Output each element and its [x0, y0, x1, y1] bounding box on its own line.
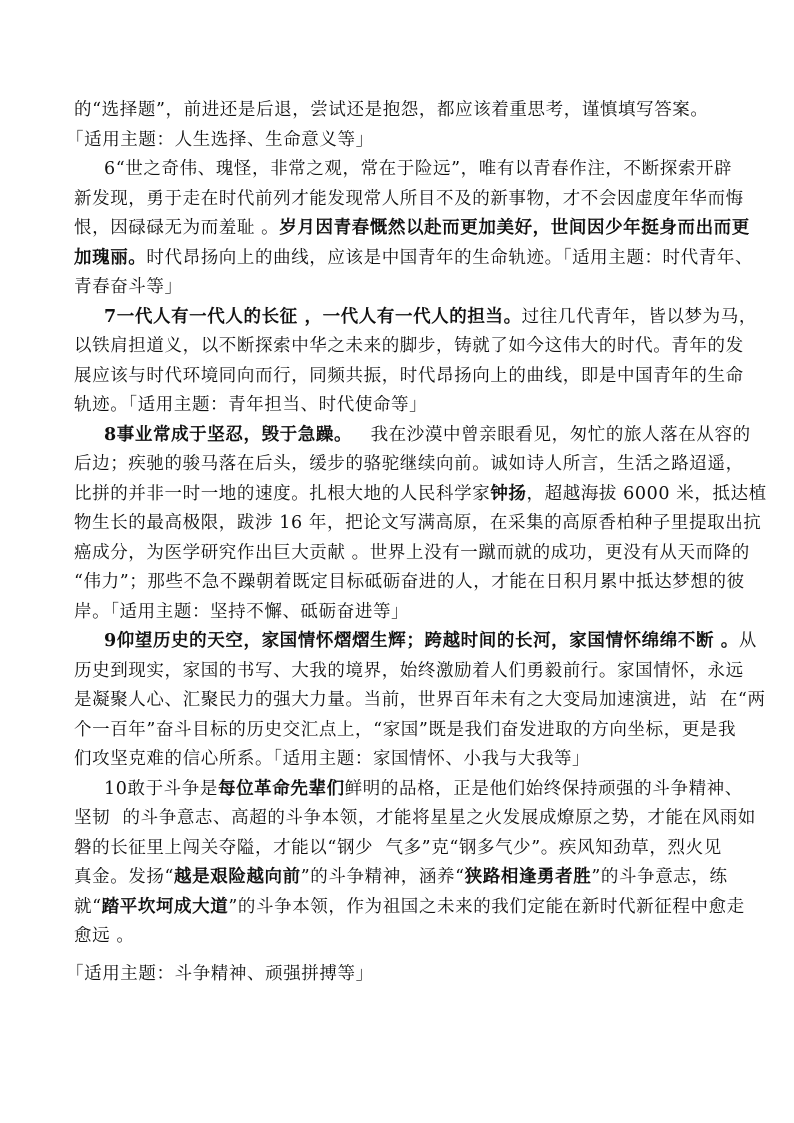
item-6-line-4 — [74, 244, 754, 274]
item-7-line-3: 展应该与时代环境同向而行，同频共振，时代昂扬向上的曲线，即是中国青年的生命 — [74, 365, 744, 386]
item-10-line-5-b: ”的斗争本领，作为祖国之未来的我们定能在新时代新征程中愈走 — [228, 896, 745, 917]
item-10-line-5-a: 就“ — [74, 896, 102, 917]
item-10-line-4 — [74, 863, 742, 893]
item-8-line-3-b: ，超越海拔 6000 米，抵达植 — [526, 483, 767, 504]
item-8-line-3-bold: 钟扬 — [490, 483, 527, 504]
intro-paragraph — [66, 96, 742, 155]
item-8-line-1 — [74, 421, 751, 451]
item-9-line-3: 是凝聚人心、汇聚民力的强大力量。当前，世界百年未有之大变局加速演进，站 在“两 — [74, 690, 766, 710]
item-7-line-1 — [74, 303, 757, 333]
item-10-line-1-bold: 每位革命先辈们 — [217, 778, 345, 799]
item-6-line-5: 青春奋斗等」 — [74, 277, 183, 297]
item-9-paragraph — [74, 627, 766, 775]
item-7-line-4: 轨迹。「适用主题：青年担当、时代使命等」 — [74, 395, 428, 415]
item-8-line-3-a: 比拼的并非一时一地的速度。扎根大地的人民科学家 — [74, 483, 491, 504]
item-10-line-4-c: ”的斗争意志，练 — [591, 867, 728, 887]
item-8-line-4: 物生长的最高极限，跋涉 16 年，把论文写满高原，在采集的高原香柏种子里提取出抗 — [74, 513, 762, 533]
item-10-line-3: 磐的长征里上闯关夺隘，才能以“钢少 气多”克“钢多气少”。疾风知劲草，烈火见 — [74, 837, 722, 858]
item-7-line-2: 以铁肩担道义，以不断探索中华之未来的脚步，铸就了如今这伟大的时代。青年的发 — [74, 336, 744, 356]
item-9-line-5: 们攻坚克难的信心所系。「适用主题：家国情怀、小我与大我等」 — [74, 749, 591, 769]
item-7-line-1-plain: 过往几代青年，皆以梦为马， — [521, 306, 757, 327]
item-10-line-5-bold: 踏平坎坷成大道 — [101, 896, 229, 917]
intro-theme: 「适用主题：人生选择、生命意义等」 — [66, 129, 374, 150]
item-10-theme: 「适用主题：斗争精神、顽强拼搏等」 — [66, 963, 374, 984]
item-7-paragraph — [74, 303, 757, 421]
item-6-paragraph — [74, 155, 754, 303]
item-9-line-1-bold: 9仰望历史的天空，家国情怀熠熠生辉；跨越时间的长河，家国情怀绵绵不断 。 — [104, 631, 739, 651]
item-9-line-1 — [74, 627, 757, 657]
item-10-line-1 — [74, 775, 742, 805]
item-7-line-1-bold: 7一代人有一代人的长征 ，一代人有一代人的担当。 — [104, 306, 522, 327]
item-8-line-1-bold: 8事业常成于坚忍，毁于急躁。 — [104, 424, 353, 445]
intro-line: 的“选择题”，前进还是后退，尝试还是抱怨，都应该着重思考，谨慎填写答案。 — [74, 100, 709, 120]
item-6-line-3 — [74, 214, 750, 244]
item-6-line-4-bold: 加瑰丽。 — [74, 247, 147, 268]
item-6-line-1: 6“世之奇伟、瑰怪，非常之观，常在于险远”，唯有以青春作注，不断探索开辟 — [104, 159, 733, 179]
item-10-line-4-b: ”的斗争精神，涵养“ — [300, 867, 465, 887]
item-6-line-4-plain: 时代昂扬向上的曲线，应该是中国青年的生命轨迹。「适用主题：时代青年、 — [146, 247, 754, 268]
document-page — [66, 96, 767, 989]
item-6-line-3-plain: 恨，因碌碌无为而羞耻 。 — [74, 218, 280, 238]
item-9-line-2: 历史到现实，家国的书写、大我的境界，始终激励着人们勇毅前行。家国情怀，永远 — [74, 660, 744, 681]
item-8-line-2: 后边；疾驰的骏马落在后头，缓步的骆驼继续向前。诚如诗人所言，生活之路迢遥， — [74, 454, 744, 474]
item-10-line-6: 愈远 。 — [74, 926, 135, 946]
item-10-line-4-bold-1: 越是艰险越向前 — [174, 867, 301, 887]
item-10-line-4-a: 真金。发扬“ — [74, 867, 175, 887]
item-8-line-7: 岸。「适用主题：坚持不懈、砥砺奋进等」 — [74, 601, 410, 622]
item-8-line-3 — [74, 480, 767, 510]
item-10-paragraph — [66, 775, 757, 990]
item-9-line-4: 个一百年”奋斗目标的历史交汇点上，“家国”既是我们奋发进取的方向坐标，更是我 — [74, 719, 737, 740]
item-8-line-5: 癌成分，为医学研究作出巨大贡献 。世界上没有一蹴而就的成功，更没有从天而降的 — [74, 542, 750, 563]
item-9-line-1-plain: 从 — [738, 631, 757, 651]
item-10-line-4-bold-2: 狭路相逢勇者胜 — [464, 867, 592, 887]
item-6-line-3-bold: 岁月因青春慨然以赴而更加美好，世间因少年挺身而出而更 — [279, 218, 750, 238]
item-10-line-2: 坚韧 的斗争意志、高超的斗争本领，才能将星星之火发展成燎原之势，才能在风雨如 — [74, 808, 757, 828]
item-10-line-1-a: 10敢于斗争是 — [104, 778, 218, 799]
item-8-paragraph — [74, 421, 767, 628]
item-8-line-1-plain: 我在沙漠中曾亲眼看见，匆忙的旅人落在从容的 — [352, 424, 751, 445]
item-10-line-5 — [74, 893, 745, 923]
item-6-line-2: 新发现，勇于走在时代前列才能发现常人所目不及的新事物，才不会因虚度年华而悔 — [74, 188, 744, 209]
item-8-line-6: “伟力”；那些不急不躁朝着既定目标砥砺奋进的人，才能在日积月累中抵达梦想的彼 — [74, 572, 745, 592]
item-10-line-1-b: 鲜明的品格，正是他们始终保持顽强的斗争精神、 — [344, 778, 743, 799]
